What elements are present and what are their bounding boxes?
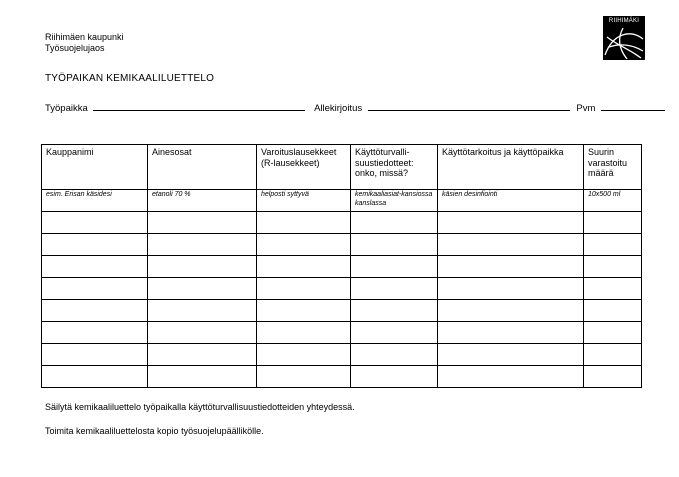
department-name: Työsuojelujaos: [45, 43, 105, 53]
table-cell[interactable]: [257, 344, 351, 366]
example-trade-name: esim. Erisan käsidesi: [42, 190, 148, 212]
table-header-row: [42, 145, 642, 190]
table-cell[interactable]: [438, 234, 584, 256]
organization-name: Riihimäen kaupunki: [45, 32, 124, 42]
table-cell[interactable]: [584, 278, 642, 300]
logo-text: RIIHIMÄKI: [608, 18, 640, 24]
table-cell[interactable]: [438, 322, 584, 344]
chemical-list-table: [41, 144, 642, 388]
table-row: [42, 322, 642, 344]
table-cell[interactable]: [584, 344, 642, 366]
table-row: [42, 278, 642, 300]
table-row: [42, 300, 642, 322]
signature-field[interactable]: [368, 101, 570, 111]
table-cell[interactable]: [42, 212, 148, 234]
table-cell[interactable]: [351, 366, 438, 388]
example-ingredients: etanoli 70 %: [148, 190, 257, 212]
table-cell[interactable]: [148, 366, 257, 388]
table-cell[interactable]: [257, 322, 351, 344]
date-field[interactable]: [601, 101, 665, 111]
table-cell[interactable]: [438, 278, 584, 300]
table-cell[interactable]: [351, 344, 438, 366]
table-row: [42, 234, 642, 256]
table-cell[interactable]: [148, 234, 257, 256]
table-cell[interactable]: [438, 300, 584, 322]
copy-note: Toimita kemikaaliluettelosta kopio työsuojelupäällikölle.: [45, 426, 264, 436]
table-cell[interactable]: [584, 300, 642, 322]
date-label: Pvm: [576, 103, 596, 114]
example-warning-phrases: helposti syttyvä: [257, 190, 351, 212]
document-title: TYÖPAIKAN KEMIKAALILUETTELO: [45, 73, 215, 84]
column-header-trade-name: Kauppanimi: [42, 145, 148, 190]
table-cell[interactable]: [148, 344, 257, 366]
table-cell[interactable]: [351, 300, 438, 322]
table-cell[interactable]: [584, 212, 642, 234]
column-header-safety-data-sheets: Käyttöturvalli-suustiedotteet: onko, missä?: [351, 145, 438, 190]
table-cell[interactable]: [257, 278, 351, 300]
table-cell[interactable]: [257, 366, 351, 388]
table-cell[interactable]: [438, 256, 584, 278]
storage-note: Säilytä kemikaaliluettelo työpaikalla käyttöturvallisuustiedotteiden yhteydessä.: [45, 402, 355, 412]
table-cell[interactable]: [584, 256, 642, 278]
table-cell[interactable]: [584, 366, 642, 388]
table-cell[interactable]: [148, 322, 257, 344]
example-row: [42, 190, 642, 212]
table-row: [42, 344, 642, 366]
table-cell[interactable]: [148, 300, 257, 322]
table-cell[interactable]: [438, 212, 584, 234]
table-cell[interactable]: [351, 278, 438, 300]
workplace-label: Työpaikka: [45, 103, 88, 114]
example-safety-data-sheets: kemikaaliasiat-kansiossa kanslassa: [351, 190, 438, 212]
table-cell[interactable]: [438, 344, 584, 366]
column-header-warning-phrases: Varoituslausekkeet (R-lausekkeet): [257, 145, 351, 190]
table-row: [42, 212, 642, 234]
signature-label: Allekirjoitus: [314, 103, 363, 114]
table-cell[interactable]: [257, 234, 351, 256]
table-cell[interactable]: [42, 234, 148, 256]
city-logo: [603, 16, 645, 60]
table-cell[interactable]: [584, 234, 642, 256]
column-header-max-quantity: Suurin varastoitu määrä: [584, 145, 642, 190]
table-cell[interactable]: [257, 256, 351, 278]
table-cell[interactable]: [351, 322, 438, 344]
workplace-field[interactable]: [93, 101, 305, 111]
table-cell[interactable]: [42, 322, 148, 344]
city-emblem-icon: [603, 25, 645, 60]
table-cell[interactable]: [257, 300, 351, 322]
column-header-ingredients: Ainesosat: [148, 145, 257, 190]
table-cell[interactable]: [42, 278, 148, 300]
table-cell[interactable]: [42, 300, 148, 322]
table-cell[interactable]: [351, 256, 438, 278]
table-cell[interactable]: [148, 256, 257, 278]
table-cell[interactable]: [42, 256, 148, 278]
example-usage: käsien desinfiointi: [438, 190, 584, 212]
table-cell[interactable]: [438, 366, 584, 388]
table-cell[interactable]: [584, 322, 642, 344]
table-cell[interactable]: [351, 234, 438, 256]
table-cell[interactable]: [42, 344, 148, 366]
table-cell[interactable]: [148, 278, 257, 300]
column-header-usage: Käyttötarkoitus ja käyttöpaikka: [438, 145, 584, 190]
table-cell[interactable]: [351, 212, 438, 234]
table-row: [42, 366, 642, 388]
organization-block: [45, 32, 124, 54]
table-cell[interactable]: [42, 366, 148, 388]
table-row: [42, 256, 642, 278]
table-cell[interactable]: [257, 212, 351, 234]
table-cell[interactable]: [148, 212, 257, 234]
example-max-quantity: 10x500 ml: [584, 190, 642, 212]
signature-line: [45, 101, 645, 114]
